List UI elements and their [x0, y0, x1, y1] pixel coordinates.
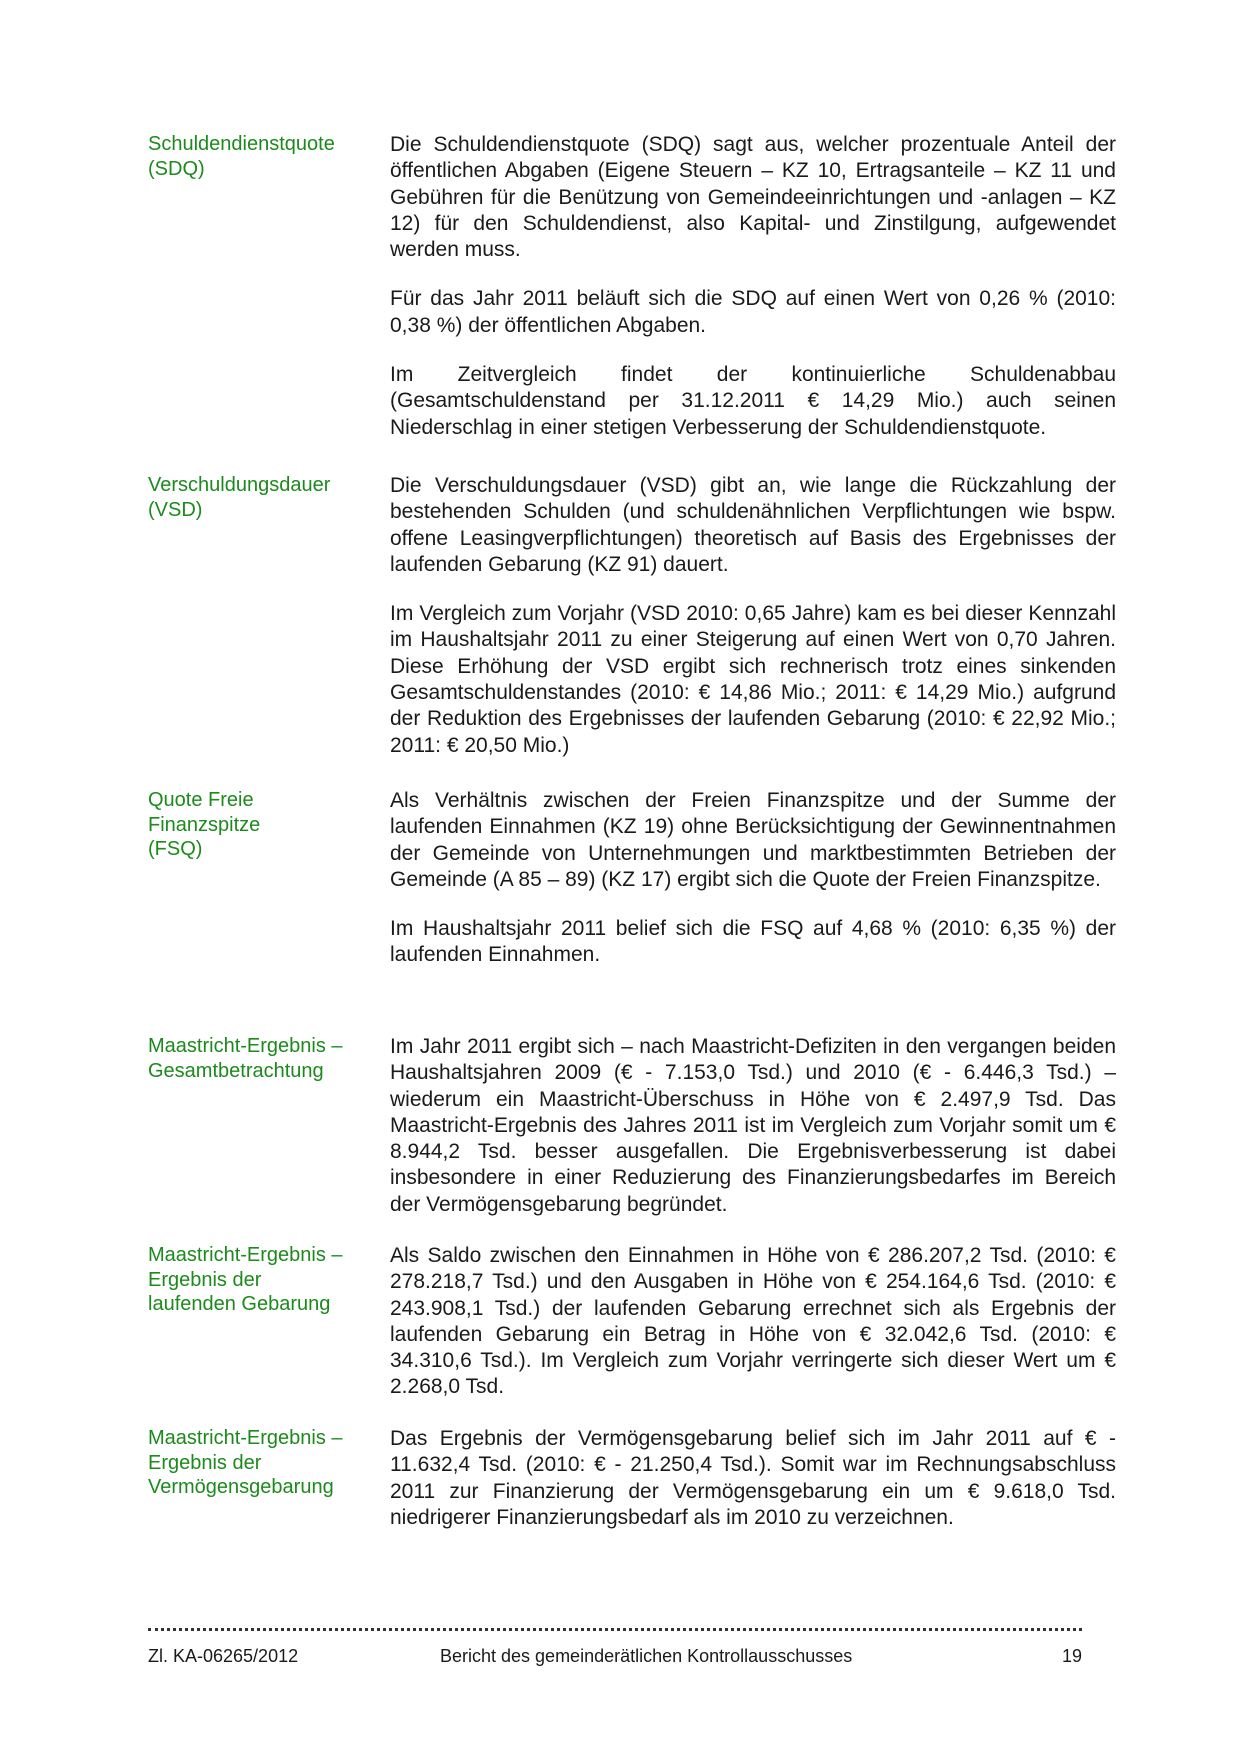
label-line: Vermögensgebarung [148, 1476, 334, 1498]
label-line: Quote Freie [148, 789, 254, 811]
label-line: Ergebnis der [148, 1268, 262, 1291]
document-reference: Zl. KA-06265/2012 [148, 1646, 299, 1666]
page-footer [148, 1628, 1082, 1669]
label-line: (FSQ) [148, 838, 203, 860]
label-line: Ergebnis der [148, 1451, 262, 1474]
section-body [390, 473, 1116, 759]
section-label [148, 1426, 368, 1500]
label-line: Verschuldungsdauer [148, 474, 331, 496]
footer-divider [148, 1628, 1082, 1631]
report-title: Bericht des gemeinderätlichen Kontrollausschusses [440, 1646, 853, 1666]
paragraph: Die Schuldendienstquote (SDQ) sagt aus, welcher prozentuale Anteil der öffentlichen Abgaben (Eigene Steuern – KZ 10, Ertragsanteile – KZ 11 und Gebühren für die Benützung von Gemeindeeinrichtungen und -anlagen – KZ 12) für den Schuldendienst, also Kapital- und Zinstilgung, aufgewendet werden muss. [390, 133, 1116, 262]
footer-row [148, 1645, 1082, 1669]
section-body [390, 132, 1116, 441]
label-line: Maastricht-Ergebnis – [148, 1244, 343, 1266]
paragraph: Als Saldo zwischen den Einnahmen in Höhe von € 286.207,2 Tsd. (2010: € 278.218,7 Tsd.) und den Ausgaben in Höhe von € 254.164,6 Tsd. (2010: € 243.908,1 Tsd.) der laufenden Gebarung errechnet sich als Ergebnis der laufenden Gebarung ein Betrag in Höhe von € 32.042,6 Tsd. (2010: € 34.310,6 Tsd.). Im Vergleich zum Vorjahr verringerte sich dieser Wert um € 2.268,0 Tsd. [390, 1244, 1116, 1399]
section-body [390, 1426, 1116, 1531]
page-number: 19 [1061, 1646, 1082, 1666]
label-line: laufenden Gebarung [148, 1293, 331, 1315]
section-label [148, 132, 368, 181]
label-line: (SDQ) [148, 157, 205, 180]
paragraph: Für das Jahr 2011 beläuft sich die SDQ auf einen Wert von 0,26 % (2010: 0,38 %) der öffentlichen Abgaben. [390, 287, 1116, 337]
label-line: Schuldendienstquote [148, 133, 335, 155]
section-label [148, 1034, 368, 1083]
label-line: Finanzspitze [148, 813, 261, 836]
section-label [148, 788, 368, 862]
label-line: Maastricht-Ergebnis – [148, 1427, 343, 1449]
section-label [148, 1243, 368, 1317]
section-label [148, 473, 368, 522]
paragraph: Im Zeitvergleich findet der kontinuierliche Schuldenabbau (Gesamtschuldenstand per 31.12.2011 € 14,29 Mio.) auch seinen Niederschlag in einer stetigen Verbesserung der Schuldendienstquote. [390, 363, 1116, 439]
paragraph: Im Jahr 2011 ergibt sich – nach Maastricht-Defiziten in den vergangen beiden Haushaltsjahren 2009 (€ - 7.153,0 Tsd.) und 2010 (€ - 6.446,3 Tsd.) – wiederum ein Maastricht-Überschuss in Höhe von € 2.497,9 Tsd. Das Maastricht-Ergebnis des Jahres 2011 ist im Vergleich zum Vorjahr somit um € 8.944,2 Tsd. besser ausgefallen. Die Ergebnisverbesserung ist dabei insbesondere in einer Reduzierung des Finanzierungsbedarfes im Bereich der Vermögensgebarung begründet. [390, 1035, 1116, 1216]
paragraph: Die Verschuldungsdauer (VSD) gibt an, wie lange die Rückzahlung der bestehenden Schulden (und schuldenähnlichen Verpflichtungen wie bspw. offene Leasingverpflichtungen) theoretisch auf Basis des Ergebnisses der laufenden Gebarung (KZ 91) dauert. [390, 474, 1116, 576]
section-body [390, 1243, 1116, 1401]
paragraph: Als Verhältnis zwischen der Freien Finanzspitze und der Summe der laufenden Einnahmen (KZ 19) ohne Berücksichtigung der Gewinnentnahmen der Gemeinde von Unternehmungen und marktbestimmten Betrieben der Gemeinde (A 85 – 89) (KZ 17) ergibt sich die Quote der Freien Finanzspitze. [390, 789, 1116, 891]
paragraph: Das Ergebnis der Vermögensgebarung belief sich im Jahr 2011 auf € - 11.632,4 Tsd. (2010: € - 21.250,4 Tsd.). Somit war im Rechnungsabschluss 2011 zur Finanzierung der Vermögensgebarung ein um € 9.618,0 Tsd. niedrigerer Finanzierungsbedarf als im 2010 zu verzeichnen. [390, 1427, 1116, 1529]
label-line: (VSD) [148, 498, 203, 521]
label-line: Gesamtbetrachtung [148, 1059, 324, 1082]
section-body [390, 1034, 1116, 1218]
label-line: Maastricht-Ergebnis – [148, 1035, 343, 1057]
paragraph: Im Haushaltsjahr 2011 belief sich die FSQ auf 4,68 % (2010: 6,35 %) der laufenden Einnahmen. [390, 917, 1116, 967]
section-body [390, 788, 1116, 969]
paragraph: Im Vergleich zum Vorjahr (VSD 2010: 0,65 Jahre) kam es bei dieser Kennzahl im Haushaltsjahr 2011 zu einer Steigerung auf einen Wert von 0,70 Jahren. Diese Erhöhung der VSD ergibt sich rechnerisch trotz eines sinkenden Gesamtschuldenstandes (2010: € 14,86 Mio.; 2011: € 14,29 Mio.) aufgrund der Reduktion des Ergebnisses der laufenden Gebarung (2010: € 22,92 Mio.; 2011: € 20,50 Mio.) [390, 602, 1116, 757]
